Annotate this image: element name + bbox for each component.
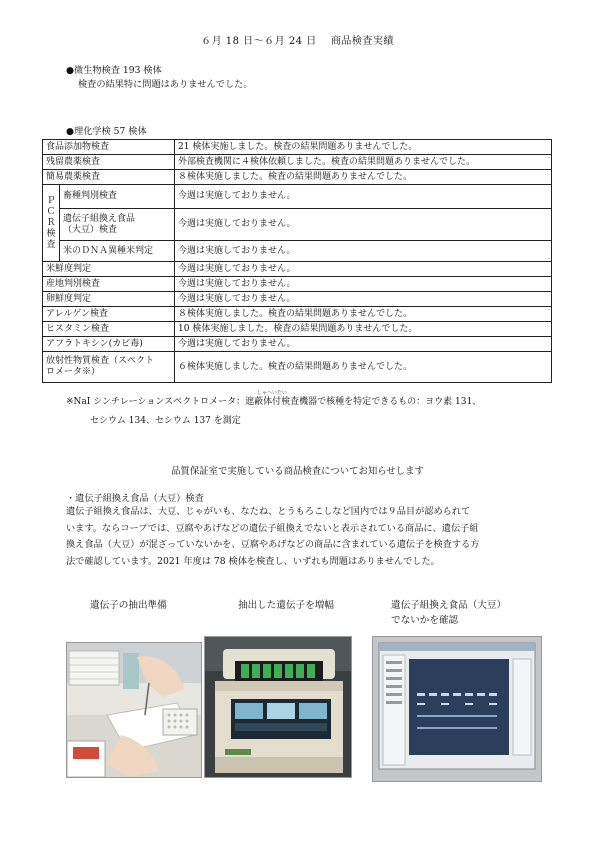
notice-line: います。ならコープでは、豆腐やあげなどの遺伝子組換えでないと表示されている商品に、遺伝子組: [66, 522, 479, 534]
micro-result: 検査の結果特に問題はありませんでした。: [78, 79, 253, 90]
photo-caption-1: 遺伝子の抽出準備: [90, 600, 167, 611]
photo-gel-result: [372, 636, 542, 782]
pcr-group-label: [43, 185, 60, 262]
photo-caption-2: 抽出した遺伝子を増幅: [238, 600, 334, 611]
row-value: 今週は実施しておりません。: [175, 292, 552, 307]
row-label: 米鮮度判定: [43, 262, 175, 277]
row-label-line2: ロメータ※）: [46, 367, 101, 377]
table-row: [43, 277, 552, 292]
row-label: 簡易農薬検査: [43, 170, 175, 185]
pcr-label-vertical: [43, 196, 59, 251]
row-label-line1: 放射性物質検査（スペクト: [46, 356, 155, 366]
pcr-machine-image: [205, 637, 351, 777]
row-label: ヒスタミン検査: [43, 322, 175, 337]
photo-extraction: [66, 642, 202, 778]
physchem-heading: ●理化学検 57 検体: [66, 126, 147, 137]
inspection-table: [42, 139, 552, 383]
row-value: ８検体実施しました。検査の結果問題ありませんでした。: [175, 307, 552, 322]
table-row: [43, 185, 552, 209]
photo-caption-3-line1: 遺伝子組換え食品（大豆）: [391, 600, 507, 611]
row-value: ６検体実施しました。検査の結果問題ありませんでした。: [175, 352, 552, 383]
row-label: 残留農薬検査: [43, 155, 175, 170]
photo-pcr-machine: [204, 636, 352, 778]
table-row: [43, 209, 552, 241]
row-label-line2: （大豆）検査: [63, 224, 118, 235]
row-label: 食品添加物検査: [43, 140, 175, 155]
photo-caption-3-line2: でないかを確認: [391, 615, 459, 626]
table-row: [43, 337, 552, 352]
row-label: [60, 209, 175, 241]
row-label: 産地判別検査: [43, 277, 175, 292]
table-row: [43, 262, 552, 277]
notice-subheading: ・遺伝子組換え食品（大豆）検査: [66, 493, 204, 504]
row-value: 今週は実施しておりません。: [175, 185, 552, 209]
page-title: ６月 18 日〜６月 24 日 商品検査実績: [201, 36, 394, 47]
row-value: 21 検体実施しました。検査の結果問題ありませんでした。: [175, 140, 552, 155]
row-label-line1: 遺伝子組換え食品: [63, 213, 136, 224]
footnote-line1: ※NaI シンチレーションスペクトロメータ：遮蔽体付検査機器で核種を特定できるもの：ヨウ素 131、: [66, 397, 482, 407]
notice-line: 換え食品（大豆）が混ざっていないかを、豆腐やあげなどの商品に含まれている遺伝子を検査する方: [66, 539, 480, 551]
row-value: 今週は実施しておりません。: [175, 241, 552, 262]
pcr-label-char: 検: [46, 228, 56, 239]
footnote-line2: セシウム 134、セシウム 137 を測定: [90, 416, 241, 426]
row-label: 卵鮮度判定: [43, 292, 175, 307]
pcr-label-char: Ｐ: [46, 195, 56, 206]
row-value: 今週は実施しておりません。: [175, 337, 552, 352]
row-label: 米のＤＮＡ異種米判定: [60, 241, 175, 262]
table-row: [43, 322, 552, 337]
pcr-label-char: Ｃ: [46, 206, 56, 217]
gel-screen-image: [373, 637, 541, 781]
row-value: 今週は実施しておりません。: [175, 209, 552, 241]
row-value: 今週は実施しておりません。: [175, 262, 552, 277]
table-row: [43, 155, 552, 170]
table-row: [43, 140, 552, 155]
notice-body: [66, 504, 546, 570]
table-row: [43, 352, 552, 383]
row-value: 10 検体実施しました。検査の結果問題ありませんでした。: [175, 322, 552, 337]
lab-bench-image: [67, 643, 201, 777]
table-row: [43, 307, 552, 322]
table-row: [43, 170, 552, 185]
notice-heading: 品質保証室で実施している商品検査についてお知らせします: [171, 466, 424, 477]
row-value: 外部検査機関に４検体依頼しました。検査の結果問題ありませんでした。: [175, 155, 552, 170]
pcr-label-char: Ｒ: [46, 217, 56, 228]
row-value: 今週は実施しておりません。: [175, 277, 552, 292]
row-value: ８検体実施しました。検査の結果問題ありませんでした。: [175, 170, 552, 185]
notice-line: 遺伝子組換え食品は、大豆、じゃがいも、なたね、とうもろこしなど国内では９品目が認められて: [66, 506, 471, 517]
table-row: [43, 241, 552, 262]
row-label: 畜種判別検査: [60, 185, 175, 209]
row-label: アフラトキシン(カビ毒): [43, 337, 175, 352]
footnote-ruby: しゃへいたい: [257, 390, 288, 396]
row-label: [43, 352, 175, 383]
table-row: [43, 292, 552, 307]
pcr-label-char: 査: [46, 239, 56, 250]
micro-heading: ●微生物検査 193 検体: [66, 65, 162, 76]
notice-line: 法で確認しています。2021 年度は 78 検体を検査し、いずれも問題はありませんでした。: [66, 555, 440, 567]
row-label: アレルゲン検査: [43, 307, 175, 322]
